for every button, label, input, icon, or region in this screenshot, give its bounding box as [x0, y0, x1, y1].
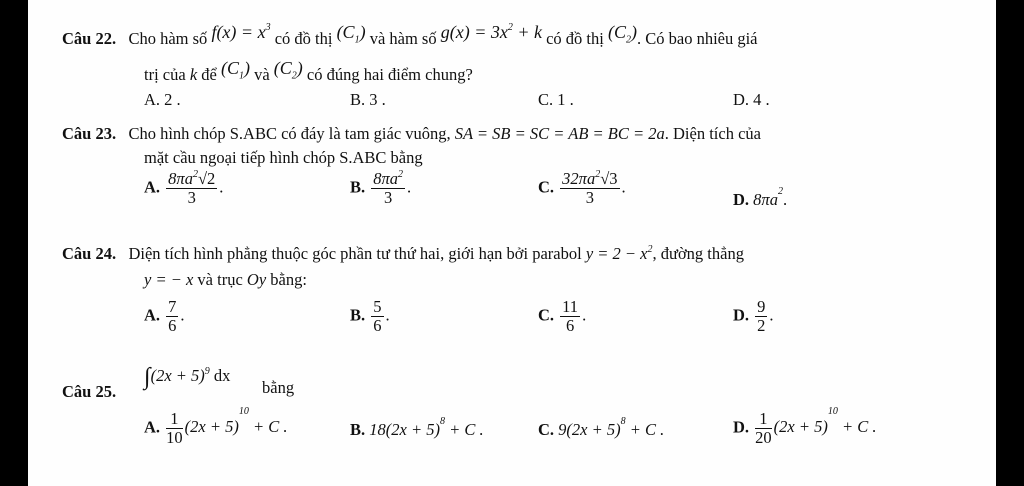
document-page [28, 0, 996, 486]
q22-graph-c2: $(C_2)$ [607, 22, 637, 46]
q24-text-3: và trục [197, 270, 243, 289]
q24-text-1: Diện tích hình phẳng thuộc góc phần tư thứ hai, giới hạn bởi parabol [128, 244, 582, 263]
q22-option-b: B. 3 . [350, 90, 386, 109]
q24-text-2: , đường thẳng [652, 244, 744, 263]
q25-dx: dx [213, 366, 231, 385]
q22-l2-text-c: và [254, 65, 270, 84]
question-22-line-2 [144, 58, 473, 93]
q25-text: bằng [262, 378, 295, 397]
question-22-label: Câu 22. [62, 29, 117, 48]
q22-option-c: C. 1 . [538, 90, 574, 109]
q22-l2-c1: $(C_1)$ [220, 58, 250, 82]
q25-option-b: B. $18(2x + 5)^8 + C$ . [350, 416, 484, 439]
q24-option-a: A. $\frac{7}{6}$ . [144, 297, 185, 335]
q22-l2-text-a: trị của [144, 65, 186, 84]
q23-text-2: . Diện tích của [664, 124, 761, 143]
q22-l2-k: k [189, 65, 198, 84]
question-24-label: Câu 24. [62, 244, 117, 263]
q23-option-b: B. $\frac{8\pi a^2}{3}$ . [350, 169, 412, 207]
q22-text-4: có đồ thị [546, 29, 604, 48]
q23-text-line-2: mặt cầu ngoại tiếp hình chóp S.ABC bằng [144, 148, 423, 167]
q25-option-a: A. $\frac{1}{10}$ $(2x + 5)^{10} + C$ . [144, 406, 288, 447]
q23-equation: SA = SB = SC = AB = BC = 2a [454, 124, 665, 143]
integral-sign-icon: ∫ [144, 364, 151, 390]
q24-axis: Oy [246, 270, 267, 289]
q22-l2-c2: $(C_2)$ [273, 58, 303, 82]
q25-option-d: D. $\frac{1}{20}$ $(2x + 5)^{10} + C$ . [733, 406, 877, 447]
q22-function-f: $f(x) = x^3$ [211, 22, 271, 42]
q22-graph-c1: $(C_1)$ [336, 22, 366, 46]
question-25-label: Câu 25. [62, 382, 117, 401]
question-22-line-1 [62, 22, 758, 57]
q24-text-4: bằng: [270, 270, 307, 289]
q22-option-d: D. 4 . [733, 90, 770, 109]
question-25-line-1 [62, 382, 116, 402]
q23-option-c: C. $\frac{32\pi a^2√3}{3}$ . [538, 169, 626, 207]
q24-option-d: D. $\frac{9}{2}$ . [733, 297, 774, 335]
q24-option-c: C. $\frac{11}{6}$ . [538, 297, 587, 335]
question-24-line-2 [144, 270, 307, 290]
q22-l2-text-d: có đúng hai điểm chung? [306, 65, 473, 84]
q22-l2-text-b: để [201, 65, 217, 84]
q22-text-1: Cho hàm số [128, 29, 208, 48]
q24-option-b: B. $\frac{5}{6}$ . [350, 297, 390, 335]
q23-option-a: A. $\frac{8\pi a^2√2}{3}$ . [144, 169, 224, 207]
question-23-line-2 [144, 148, 423, 168]
q22-option-a: A. 2 . [144, 90, 181, 109]
q23-text-1: Cho hình chóp S.ABC có đáy là tam giác vuông, [128, 124, 451, 143]
q22-function-g: $g(x) = 3x^2 + k$ [440, 22, 542, 42]
q25-option-c: C. $9(2x + 5)^8 + C$ . [538, 416, 665, 439]
q22-text-3: và hàm số [369, 29, 437, 48]
question-23-line-1 [62, 124, 761, 144]
q23-option-d: D. $8\pi a^2$. [733, 186, 788, 209]
q24-line-eq: y = − x [144, 270, 194, 289]
q24-parabola: y = 2 − x [585, 244, 648, 263]
question-23-label: Câu 23. [62, 124, 117, 143]
q25-integral: $\int(2x + 5)^9$ dx [144, 364, 231, 390]
q22-text-2: có đồ thị [274, 29, 333, 48]
question-24-line-1: Câu 24. Diện tích hình phẳng thuộc góc phần tư thứ hai, giới hạn bởi parabol $y = 2 - x^2$, đường thẳng [62, 244, 744, 263]
q22-text-5: . Có bao nhiêu giá [636, 29, 758, 48]
